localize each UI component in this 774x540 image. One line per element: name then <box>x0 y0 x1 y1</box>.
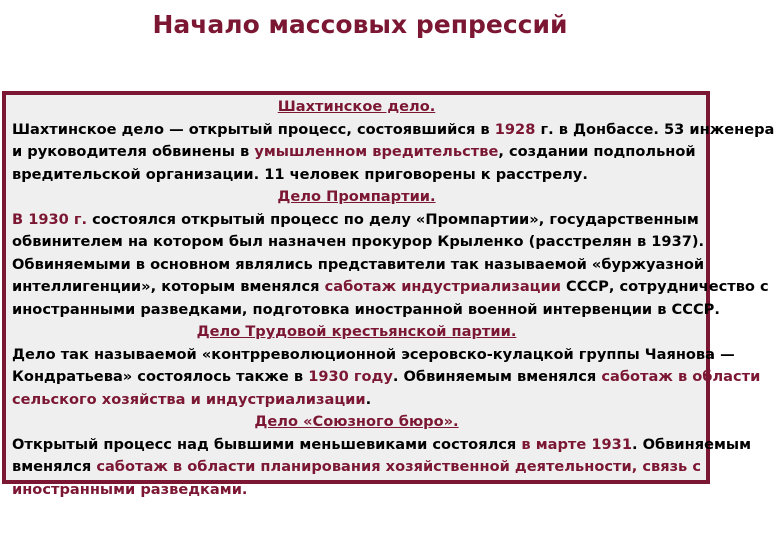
text-line <box>12 119 774 142</box>
highlighted-text: саботаж в области планирования хозяйственной деятельности, связь с <box>96 458 702 475</box>
body-text: , создании подпольной <box>498 143 696 160</box>
section-heading <box>12 186 701 209</box>
body-text: Обвиняемыми в основном являлись представители так называемой «буржуазной <box>12 255 705 273</box>
text-lines <box>12 96 774 501</box>
text-line <box>12 479 701 502</box>
highlighted-text: иностранными разведками. <box>12 480 248 498</box>
highlighted-text: В 1930 г. <box>12 210 88 228</box>
body-text: интеллигенции», которым вменялся <box>12 278 325 295</box>
content-box <box>2 91 774 498</box>
body-text: вменялся <box>12 458 97 475</box>
highlighted-text: Дело Трудовой крестьянской партии. <box>196 323 517 340</box>
text-line <box>12 389 701 412</box>
body-text: Дело так называемой «контрреволюционной эсеровско-кулацкой группы Чаянова — <box>12 345 735 363</box>
body-text: и руководителя обвинены в <box>12 143 255 160</box>
highlighted-text: Шахтинское дело. <box>277 98 436 115</box>
body-text: . <box>365 390 372 408</box>
highlighted-text: Дело Промпартии. <box>277 188 436 205</box>
highlighted-text: умышленном вредительстве <box>254 143 499 160</box>
text-line <box>12 276 769 299</box>
body-text: . Обвиняемым <box>631 435 752 453</box>
section-heading <box>12 96 701 119</box>
body-text: г. в Донбассе. 53 инженера <box>535 120 774 138</box>
text-line <box>12 434 752 457</box>
text-line <box>12 366 761 389</box>
body-text: обвинителем на котором был назначен прокурор Крыленко (расстрелян в 1937). <box>12 233 705 250</box>
slide-title: Начало массовых репрессий <box>152 10 568 39</box>
body-text: иностранными разведками, подготовка иностранной военной интервенции в СССР. <box>12 300 720 318</box>
body-text: СССР, сотрудничество с <box>560 278 769 295</box>
body-text: . Обвиняемым вменялся <box>392 368 602 385</box>
body-text: вредительской организации. 11 человек приговорены к расстрелу. <box>12 165 588 183</box>
section-heading <box>12 321 701 344</box>
highlighted-text: саботаж индустриализации <box>324 278 561 295</box>
highlighted-text: Дело «Союзного бюро». <box>254 413 459 430</box>
highlighted-text: 1928 <box>494 120 536 138</box>
highlighted-text: сельского хозяйства и индустриализации <box>12 390 366 408</box>
text-line <box>12 209 701 232</box>
text-line <box>12 141 701 164</box>
highlighted-text: 1930 году <box>308 368 393 385</box>
highlighted-text: саботаж в области <box>601 368 761 385</box>
body-text: Шахтинское дело — открытый процесс, состоявшийся в <box>12 120 495 138</box>
text-line <box>12 456 701 479</box>
text-line <box>12 344 735 367</box>
text-line <box>12 254 705 277</box>
body-text: состоялся открытый процесс по делу «Промпартии», государственным <box>87 210 699 228</box>
body-text: Кондратьева» состоялось также в <box>12 368 309 385</box>
text-line <box>12 164 701 187</box>
text-line <box>12 299 720 322</box>
body-text: Открытый процесс над бывшими меньшевиками состоялся <box>12 435 522 453</box>
highlighted-text: в марте 1931 <box>521 435 632 453</box>
text-line <box>12 231 705 254</box>
section-heading <box>12 411 701 434</box>
